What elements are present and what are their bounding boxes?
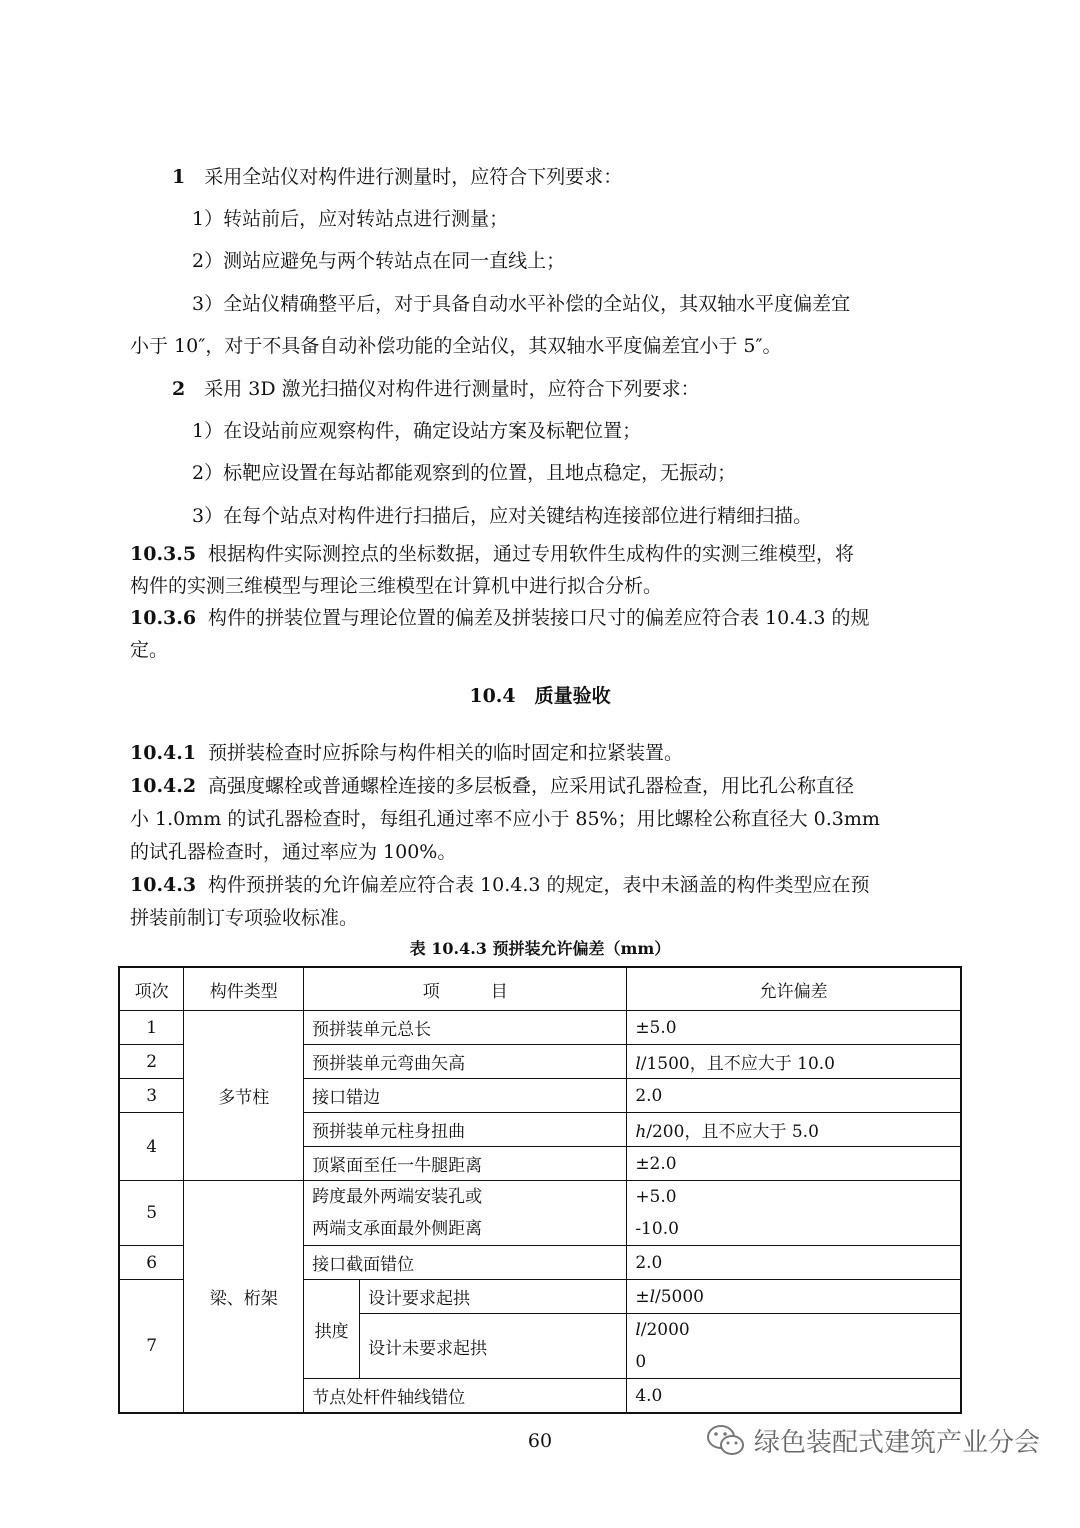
clause-10-4-3-continued: 拼装前制订专项验收标准。 (130, 907, 359, 929)
clause-10-4-3 (130, 872, 870, 898)
row-number: 3 (119, 1079, 184, 1113)
header-cell: 项 目 (304, 967, 627, 1011)
table-caption: 表 10.4.3 预拼装允许偏差（mm） (409, 939, 671, 958)
value-cell (627, 1181, 961, 1246)
value-cell: 2.0 (627, 1079, 961, 1113)
value-cell: 4.0 (627, 1379, 961, 1414)
item-cell: 接口错边 (304, 1079, 627, 1113)
value-line (635, 1314, 952, 1346)
clause-10-4-2-continued: 的试孔器检查时，通过率应为 100%。 (130, 841, 457, 863)
value-cell: 2.0 (627, 1246, 961, 1280)
item-text: 采用 3D 激光扫描仪对构件进行测量时，应符合下列要求： (204, 378, 700, 400)
arch-label: 拱度 (304, 1280, 360, 1379)
clause-number: 10.4.3 (130, 874, 197, 896)
header-cell: 允许偏差 (627, 967, 961, 1011)
item-line: 两端支承面最外侧距离 (312, 1219, 483, 1239)
section-title: 10.4 质量验收 (469, 685, 611, 707)
row-number: 7 (119, 1280, 184, 1414)
value-symbol: h (635, 1122, 647, 1142)
clause-10-3-5 (130, 541, 854, 567)
sub-item: 3）全站仪精确整平后，对于具备自动水平补偿的全站仪，其双轴水平度偏差宜 (192, 293, 851, 315)
item-number: 2 (172, 378, 186, 400)
deviation-table (118, 966, 962, 1414)
item-cell: 预拼装单元柱身扭曲 (304, 1113, 627, 1147)
row-number: 2 (119, 1045, 184, 1079)
value-line: 0 (635, 1352, 647, 1372)
item-number: 1 (172, 166, 186, 188)
value-text: /200，且不应大于 5.0 (646, 1122, 819, 1142)
wechat-icon (706, 1424, 746, 1458)
clause-10-4-1 (130, 740, 683, 766)
item-cell: 设计要求起拱 (360, 1280, 627, 1314)
clause-number: 10.3.5 (130, 543, 197, 565)
item-line: 跨度最外两端安装孔或 (312, 1187, 483, 1207)
sub-item: 3）在每个站点对构件进行扫描后，应对关键结构连接部位进行精细扫描。 (192, 505, 813, 527)
item-cell: 节点处杆件轴线错位 (304, 1379, 627, 1414)
value-line: +5.0 (635, 1187, 677, 1207)
value-text: /2000 (640, 1320, 690, 1340)
item-1 (172, 164, 622, 190)
value-symbol: l (635, 1054, 641, 1074)
clause-10-4-2 (130, 773, 854, 799)
table-row (119, 1181, 961, 1246)
value-prefix: ± (635, 1286, 650, 1307)
value-cell (627, 1113, 961, 1147)
watermark (706, 1422, 1040, 1459)
item-cell: 接口截面错位 (304, 1246, 627, 1280)
value-symbol: l (635, 1320, 641, 1340)
sub-item-continued: 小于 10″，对于不具备自动补偿功能的全站仪，其双轴水平度偏差宜小于 5″。 (130, 335, 782, 357)
clause-number: 10.3.6 (130, 607, 197, 629)
component-type: 梁、桁架 (184, 1181, 304, 1414)
value-cell: ±2.0 (627, 1147, 961, 1181)
item-cell: 顶紧面至任一牛腿距离 (304, 1147, 627, 1181)
row-number: 4 (119, 1113, 184, 1181)
clause-number: 10.4.1 (130, 742, 197, 764)
sub-item: 2）标靶应设置在每站都能观察到的位置，且地点稳定，无振动； (192, 462, 737, 484)
watermark-text: 绿色装配式建筑产业分会 (754, 1428, 1041, 1458)
clause-text: 预拼装检查时应拆除与构件相关的临时固定和拉紧装置。 (208, 742, 684, 764)
item-text: 采用全站仪对构件进行测量时，应符合下列要求： (204, 166, 623, 188)
value-line: -10.0 (635, 1219, 679, 1239)
value-cell (627, 1280, 961, 1314)
header-cell: 项次 (119, 967, 184, 1011)
row-number: 1 (119, 1011, 184, 1045)
clause-text: 构件的拼装位置与理论位置的偏差及拼装接口尺寸的偏差应符合表 10.4.3 的规 (208, 607, 870, 629)
value-cell (627, 1314, 961, 1379)
value-symbol: l (649, 1286, 655, 1307)
clause-text: 根据构件实际测控点的坐标数据，通过专用软件生成构件的实测三维模型，将 (208, 543, 855, 565)
item-cell: 预拼装单元弯曲矢高 (304, 1045, 627, 1079)
component-type: 多节柱 (184, 1011, 304, 1181)
value-text: /5000 (655, 1286, 704, 1307)
value-cell (627, 1045, 961, 1079)
clause-10-3-6-continued: 定。 (130, 639, 169, 661)
clause-text: 高强度螺栓或普通螺栓连接的多层板叠，应采用试孔器检查，用比孔公称直径 (208, 775, 855, 797)
item-2 (172, 376, 700, 402)
sub-item: 2）测站应避免与两个转站点在同一直线上； (192, 250, 566, 272)
item-cell: 设计未要求起拱 (360, 1314, 627, 1379)
value-cell: ±5.0 (627, 1011, 961, 1045)
row-number: 5 (119, 1181, 184, 1246)
sub-item: 1）在设站前应观察构件，确定设站方案及标靶位置； (192, 420, 642, 442)
clause-10-3-5-continued: 构件的实测三维模型与理论三维模型在计算机中进行拟合分析。 (130, 575, 663, 597)
sub-item: 1）转站前后，应对转站点进行测量； (192, 208, 509, 230)
clause-10-3-6 (130, 605, 870, 631)
page-number: 60 (527, 1430, 553, 1452)
item-cell (304, 1181, 627, 1246)
clause-10-4-2-continued: 小 1.0mm 的试孔器检查时，每组孔通过率不应小于 85%；用比螺栓公称直径大 0.3mm (130, 808, 880, 830)
clause-text: 构件预拼装的允许偏差应符合表 10.4.3 的规定，表中未涵盖的构件类型应在预 (208, 874, 870, 896)
row-number: 6 (119, 1246, 184, 1280)
value-text: /1500，且不应大于 10.0 (640, 1054, 835, 1074)
header-cell: 构件类型 (184, 967, 304, 1011)
item-cell: 预拼装单元总长 (304, 1011, 627, 1045)
table-row (119, 1011, 961, 1045)
clause-number: 10.4.2 (130, 775, 197, 797)
table-header-row (119, 967, 961, 1011)
